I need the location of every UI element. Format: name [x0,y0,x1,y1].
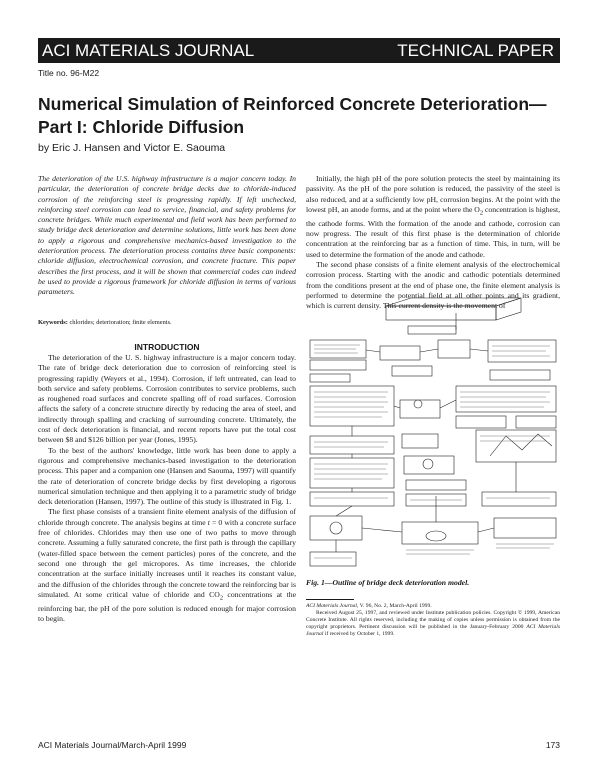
page-number: 173 [545,740,560,750]
footnote-line-2 [306,610,560,638]
footnote-rule [306,599,354,600]
footnote-volume: , V. 96, No. 2, March-April 1999. [356,603,432,609]
abstract [38,174,296,298]
footnote-copyright: Received August 25, 1997, and reviewed under Institute publication policies. Copyright © 1999, American Concrete Institute. All rights reserved, including the making of copies unless permission is obtained from the copyright proprietors. Pertinent discussion will be published in the January-February 2000 [306,610,560,630]
keywords-label: Keywords: [38,319,68,326]
paper-title: Numerical Simulation of Reinforced Concrete Deterioration—Part I: Chloride Diffusion [38,94,547,137]
intro-paragraph-1: The deterioration of the U. S. highway infrastructure is a major concern today. The rate of bridge deck deterioration due to corrosion of reinforcing steel is progressing rapidly (Weyers et al., 1994). Corrosion, if left untreated, can lead to both service and safety problems. Corrosion contributes to service problems, such as roughened road surfaces and concrete spalling off of road surfaces. Corrosion affects the safety of a concrete structure directly by reducing the area of steel, and indirectly through spalling and cracking of surrounding concrete. Ultimately, the cost of deck deterioration is financial, and recent reports have put the total cost between $8 and $126 billion per year (Jones, 1995). [38,353,296,445]
authors-line: by Eric J. Hansen and Victor E. Saouma [38,142,226,154]
intro-p3-end: concentrations at the reinforcing bar, the pH of the pore solution is reduced enough for major corrosion to begin. [38,589,296,623]
intro-p3-start: The first phase consists of a transient finite element analysis of the diffusion of chloride through concrete. The analysis begins at time [38,507,296,527]
footnote-journal-2: ACI Materials Journal [306,624,560,637]
journal-banner [38,38,560,63]
keywords-text: chlorides; deterioration; finite elements. [69,319,172,326]
footnote-journal: ACI Materials Journal [306,603,357,609]
abstract-text: The deterioration of the U.S. highway infrastructure is a major concern today. In particular, the deterioration of concrete bridge decks due to chloride-induced corrosion of the reinforcing steel is progressing rapidly. If left unchecked, reinforcing steel corrosion can lead to service, financial, and safety problems for concrete bridges. While much experimental and field work has been performed to study bridge deck deterioration and determine solutions, little work has been done to apply a rigorous and comprehensive mechanics-based investigation to the deterioration process. The deterioration process contains three basic components: chloride diffusion, electrochemical corrosion, and concrete fracture. This paper describes the first process, and it will be shown that commercial codes can indeed be used to provide a rigorous framework for chloride diffusion in terms of various parameters. [38,174,296,297]
intro-p3-middle: = 0 with a concrete surface free of chlorides. Chlorides may then use one of two paths to move through concrete. Assuming a fully saturated concrete, the first path is through the capillary (water-filled space between the cement particles) pores of the concrete, and the second one through the gel micropores. As time increases, the chloride concentration at the surface initially increases until it reaches its constant value, and the diffusion of the chlorides through the concrete toward the reinforcing bar is simulated. At some critical value of chloride and CO [38,517,296,599]
right-p1-subscript: 2 [479,209,484,217]
footnote-line-1 [306,603,560,610]
intro-body [38,353,296,624]
footnote [306,603,560,638]
right-paragraph-2: The second phase consists of a finite element analysis of the electrochemical corrosion process. Starting with the anodic and cathodic potentials determined from the conditions present at the end of phase one, the finite element analysis is performed to determine the potential field at all other points and its gradient, which is current density. This current density is the movement of [306,259,560,311]
keywords-line [38,318,296,328]
right-p1-start: Initially, the high pH of the pore solution protects the steel by maintaining its passivity. As the pH of the pore solution is reduced, the passivity of the steel is also reduced, and at a sufficiently low pH, corrosion begins. At the point with the lowest pH, an anode forms, and at the point where the O [306,174,560,214]
right-p1-end: concentration is highest, the cathode forms. With the formation of the anode and cathode, corrosion can now progress. The result of this first phase is the determination of chloride concentration at the reinforcing bar as a function of time. This, in turn, will be used to determine the formation of the anode and cathode. [306,204,560,259]
intro-p3-time-variable: t [207,517,210,527]
footnote-deadline: if received by October 1, 1999. [323,631,395,637]
journal-name: ACI MATERIALS JOURNAL [42,40,255,60]
figure-1-flowchart [306,296,560,576]
right-paragraph-1 [306,174,560,260]
footer-journal-issue: ACI Materials Journal/March-April 1999 [38,740,187,750]
title-number: Title no. 96-M22 [38,68,100,78]
right-column-body [306,174,560,311]
intro-heading: INTRODUCTION [134,342,200,352]
figure-caption: Fig. 1—Outline of bridge deck deterioration model. [306,578,470,587]
intro-paragraph-2: To the best of the authors' knowledge, little work has been done to apply a rigorous and comprehensive mechanics-based investigation to the deterioration process. This paper and a companion one (Hansen and Saouma, 1997) will quantify the rate of deterioration of concrete bridge decks by first developing a rigorous numerical simulation technique and then applying it to a parametric study of bridge deck deterioration (Hansen, 1997). The outline of this study is illustrated in Fig. 1. [38,445,296,507]
intro-paragraph-3 [38,507,296,624]
intro-p3-subscript: 2 [219,594,224,602]
section-label: TECHNICAL PAPER [397,40,554,60]
